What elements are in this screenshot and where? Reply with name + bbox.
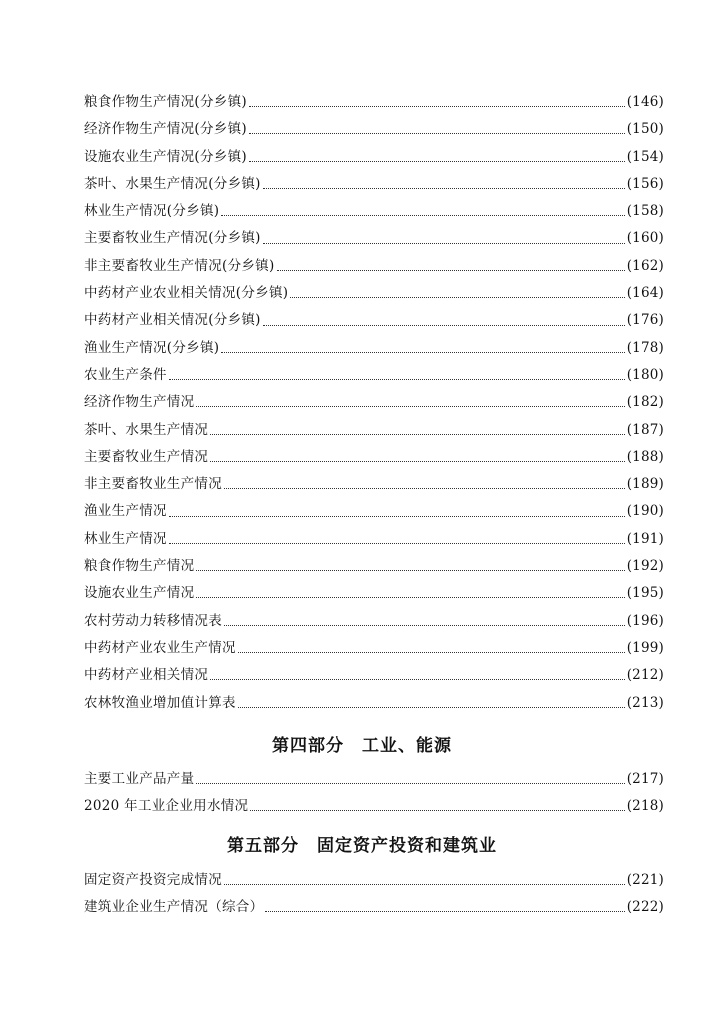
section-heading-part-5: 第五部分 固定资产投资和建筑业 [227,836,497,856]
toc-entry-title: 非主要畜牧业生产情况(分乡镇) [84,257,275,274]
toc-entry-title: 主要畜牧业生产情况(分乡镇) [84,230,261,247]
toc-entry [84,89,664,116]
dot-leader [249,161,625,162]
dot-leader [221,352,624,353]
dot-leader [169,516,625,517]
toc-entry-title: 林业生产情况 [84,530,167,547]
toc-entry-page-number: (180) [626,366,664,383]
dot-leader [238,652,625,653]
toc-entry-page-number: (162) [626,257,664,274]
toc-entry-page-number: (217) [626,771,664,787]
toc-entry-title: 农林牧渔业增加值计算表 [84,694,236,711]
toc-entry-title: 林业生产情况(分乡镇) [84,203,220,220]
toc-entry-title: 主要畜牧业生产情况 [84,448,209,465]
toc-entry [84,417,664,444]
dot-leader [221,215,624,216]
toc-entry-title: 茶叶、水果生产情况 [84,421,209,438]
toc-entry-page-number: (212) [626,667,664,684]
toc-entry-page-number: (182) [626,394,664,411]
toc-entry-title: 中药材产业农业生产情况 [84,639,236,656]
toc-entry-title: 设施农业生产情况 [84,585,195,602]
toc-entry [84,280,664,307]
toc-entry-page-number: (176) [626,312,664,329]
toc-entry-page-number: (222) [626,899,664,916]
toc-entry [84,662,664,689]
toc-entry-page-number: (160) [626,230,664,247]
dot-leader [265,911,624,912]
dot-leader [263,325,625,326]
toc-entry [84,793,664,820]
toc-entry-page-number: (195) [626,585,664,602]
toc-entry-title: 经济作物生产情况(分乡镇) [84,121,247,138]
dot-leader [196,597,624,598]
toc-entry-page-number: (190) [626,503,664,520]
toc-entry-title: 非主要畜牧业生产情况 [84,476,222,493]
toc-entry-title: 2020 年工业企业用水情况 [84,798,249,815]
toc-entry-title: 农业生产条件 [84,366,167,383]
dot-leader [196,783,624,784]
toc-entry-page-number: (150) [626,121,664,138]
toc-entry [84,198,664,225]
dot-leader [263,188,625,189]
dot-leader [290,297,624,298]
toc-entry-page-number: (164) [626,285,664,302]
toc-entry-title: 建筑业企业生产情况（综合） [84,899,264,916]
toc-entry-title: 中药材产业相关情况(分乡镇) [84,312,261,329]
toc-entry-page-number: (158) [626,203,664,220]
toc-entry-page-number: (221) [626,872,664,888]
toc-entry-title: 固定资产投资完成情况 [84,872,222,888]
toc-entry-title: 经济作物生产情况 [84,394,195,411]
dot-leader [169,543,625,544]
toc-entry-page-number: (199) [626,639,664,656]
toc-entry [84,867,664,894]
dot-leader [249,133,625,134]
dot-leader [224,884,625,885]
toc-entry-title: 渔业生产情况 [84,503,167,520]
toc-entry [84,253,664,280]
toc-entry-page-number: (218) [626,798,664,815]
toc-entry [84,471,664,498]
toc-entry-title: 中药材产业相关情况 [84,667,209,684]
toc-entry [84,690,664,717]
toc-entry-page-number: (189) [626,476,664,493]
toc-entry [84,580,664,607]
dot-leader [238,707,625,708]
dot-leader [169,379,625,380]
toc-entry [84,444,664,471]
dot-leader [224,625,625,626]
toc-entry-page-number: (213) [626,694,664,711]
toc-entry-title: 中药材产业农业相关情况(分乡镇) [84,285,289,302]
dot-leader [277,270,625,271]
toc-entry-title: 茶叶、水果生产情况(分乡镇) [84,175,261,192]
toc-entry-page-number: (146) [626,94,664,110]
dot-leader [210,461,624,462]
toc-entry-page-number: (192) [626,558,664,575]
toc-entry [84,144,664,171]
toc-entry [84,894,664,921]
toc-entry-page-number: (156) [626,175,664,192]
toc-entry-title: 农村劳动力转移情况表 [84,612,222,629]
toc-entry [84,362,664,389]
toc-entry [84,225,664,252]
toc-entry-page-number: (191) [626,530,664,547]
toc-entry-title: 主要工业产品产量 [84,771,195,787]
toc-entry [84,116,664,143]
section-heading-part-4: 第四部分 工业、能源 [272,736,452,756]
toc-entry [84,498,664,525]
toc-entry [84,766,664,793]
dot-leader [249,106,625,107]
toc-list-agriculture [84,89,664,717]
toc-entry [84,608,664,635]
toc-entry-title: 渔业生产情况(分乡镇) [84,339,220,356]
dot-leader [196,570,624,571]
toc-entry [84,635,664,662]
toc-entry-title: 粮食作物生产情况(分乡镇) [84,94,247,110]
toc-list-industry [84,766,664,821]
toc-entry-page-number: (154) [626,148,664,165]
toc-entry-page-number: (178) [626,339,664,356]
toc-entry-title: 粮食作物生产情况 [84,558,195,575]
toc-entry [84,553,664,580]
dot-leader [224,488,625,489]
dot-leader [250,810,624,811]
toc-entry [84,389,664,416]
dot-leader [210,679,624,680]
toc-entry [84,335,664,362]
toc-entry-page-number: (187) [626,421,664,438]
toc-entry [84,307,664,334]
dot-leader [210,434,624,435]
toc-entry-page-number: (188) [626,448,664,465]
dot-leader [263,243,625,244]
toc-list-investment [84,867,664,922]
toc-entry-page-number: (196) [626,612,664,629]
toc-entry [84,526,664,553]
toc-entry [84,171,664,198]
toc-entry-title: 设施农业生产情况(分乡镇) [84,148,247,165]
dot-leader [196,406,624,407]
